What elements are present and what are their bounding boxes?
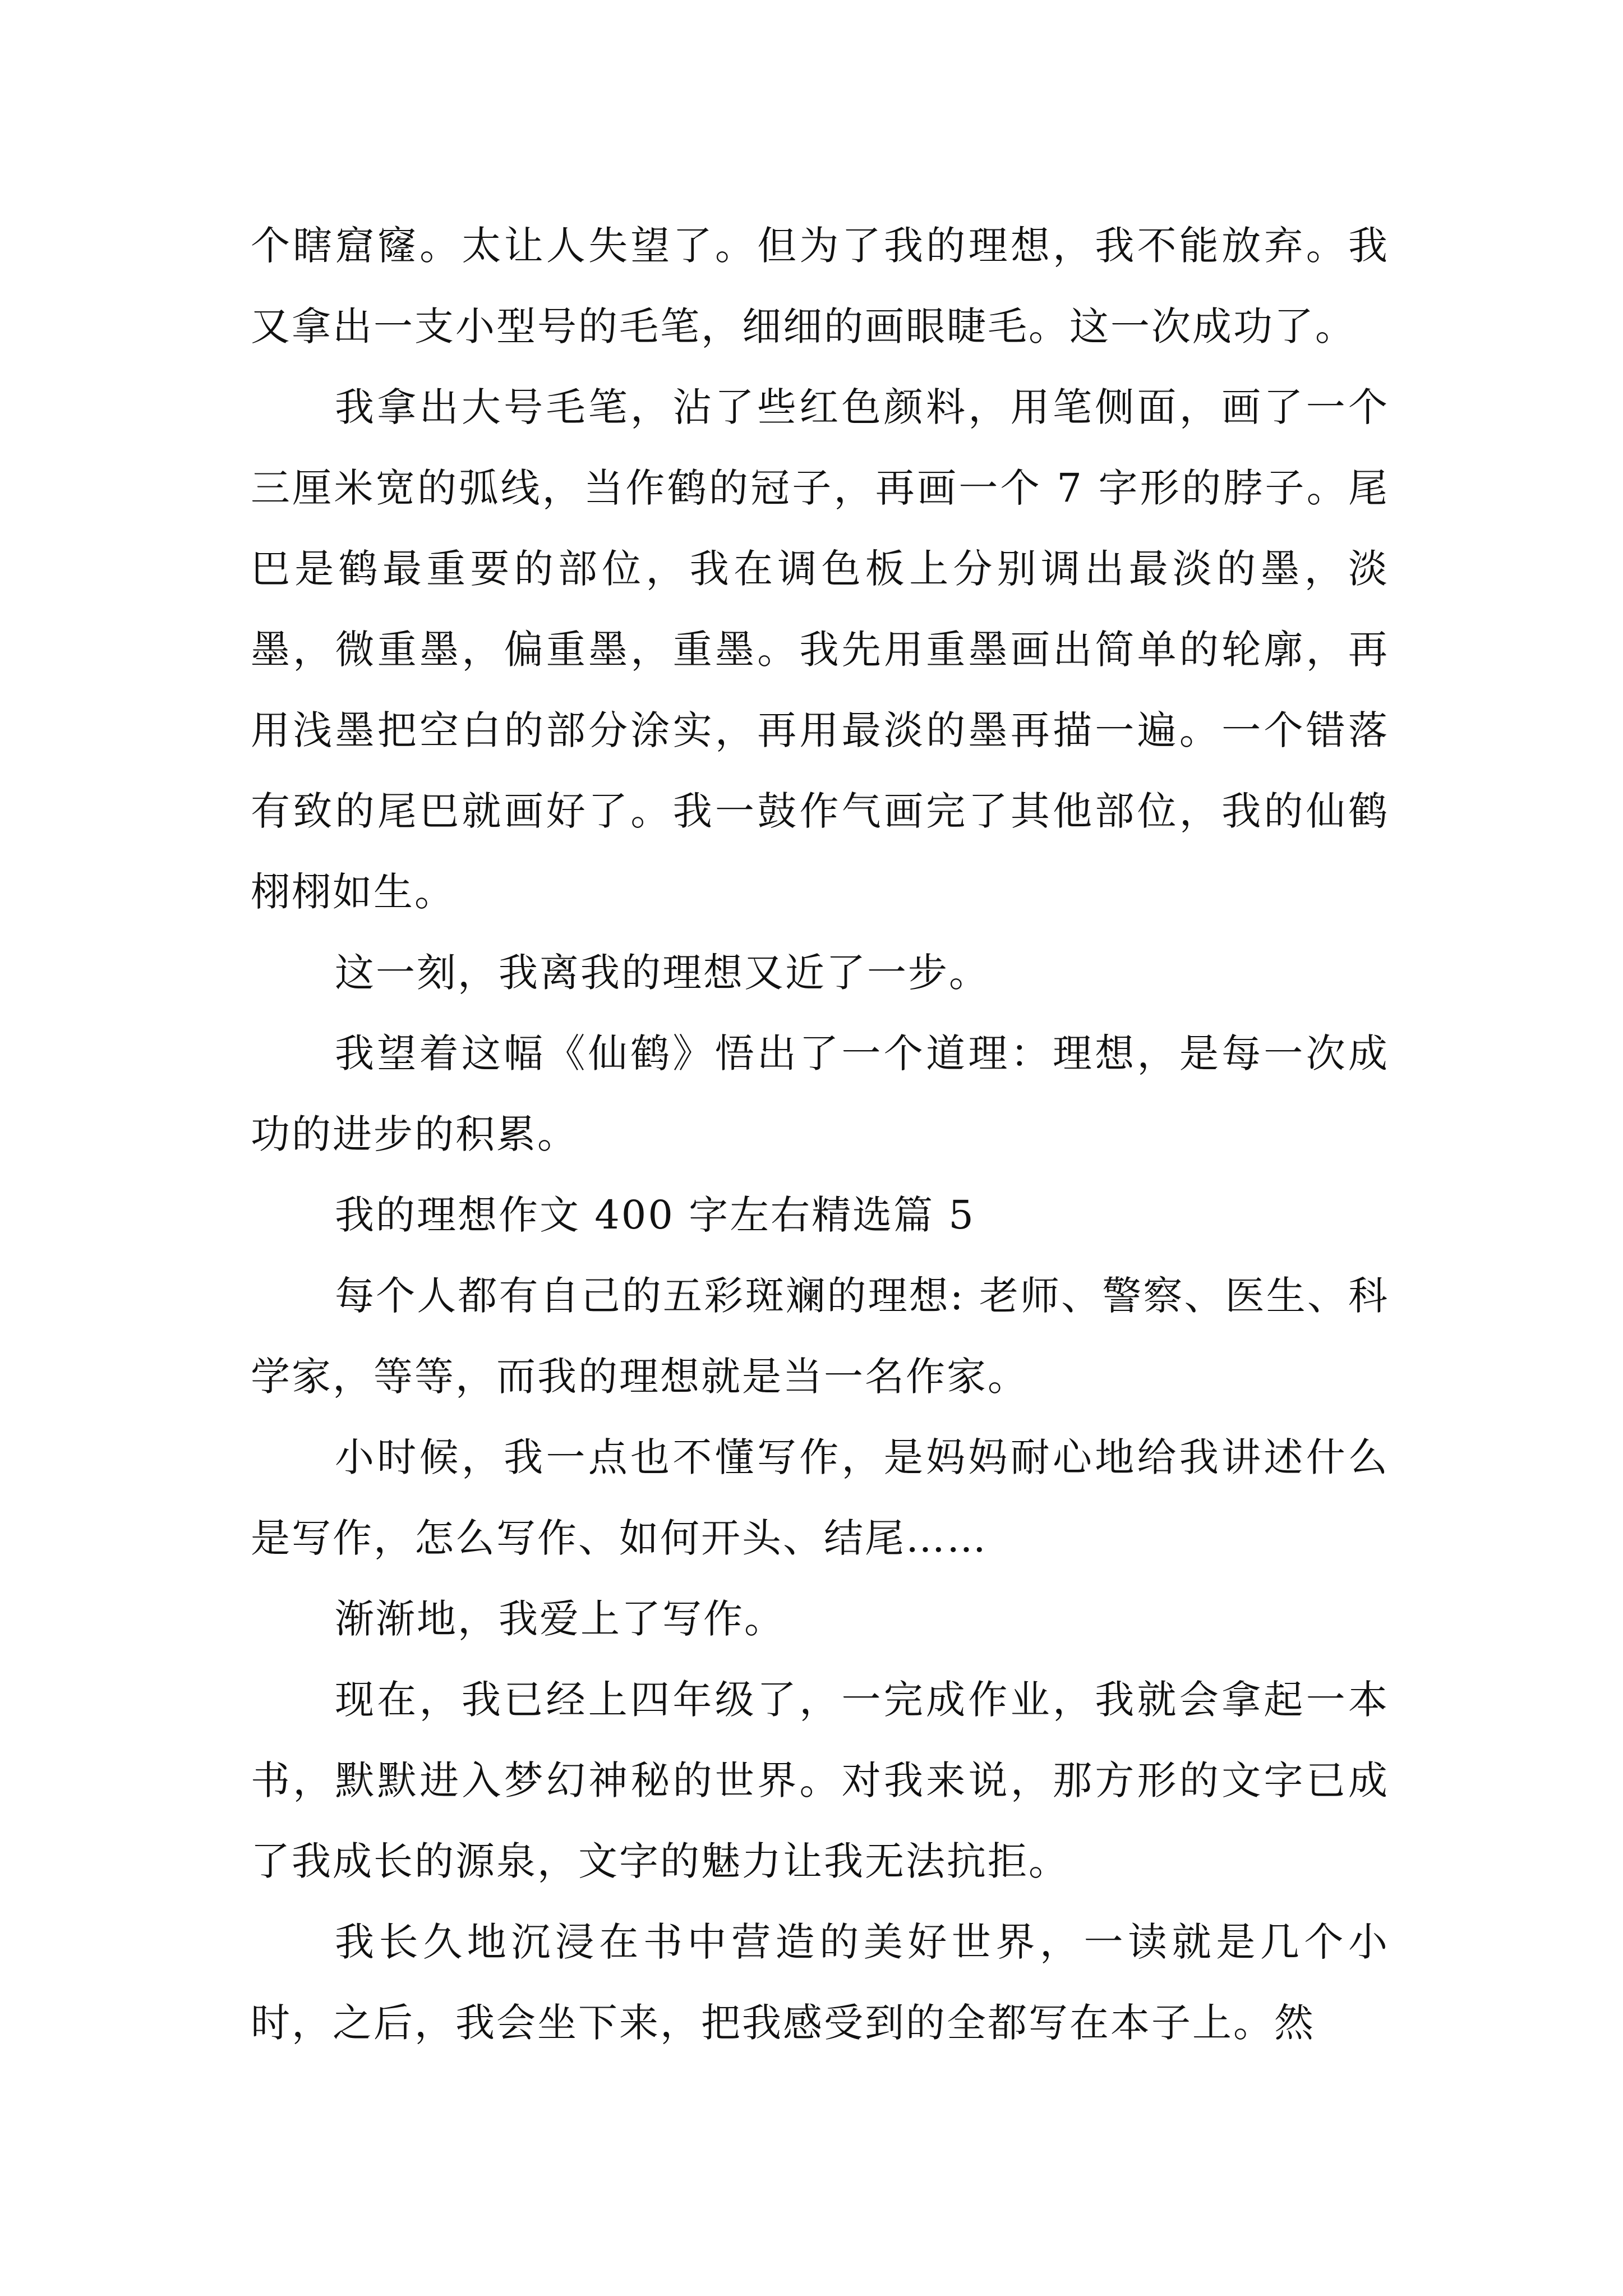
paragraph-10: 我长久地沉浸在书中营造的美好世界，一读就是几个小时，之后，我会坐下来，把我感受到的全都写在本子上。然 [251,1919,1389,2046]
paragraph-8: 渐渐地，我爱上了写作。 [335,1596,785,1642]
paragraph-7: 小时候，我一点也不懂写作，是妈妈耐心地给我讲述什么是写作，怎么写作、如何开头、结尾…… [251,1434,1389,1561]
document-body [251,205,1389,2063]
paragraph-2: 我拿出大号毛笔，沾了些红色颜料，用笔侧面，画了一个三厘米宽的弧线，当作鹤的冠子，再画一个 7 字形的脖子。尾巴是鹤最重要的部位，我在调色板上分别调出最淡的墨，淡墨，微重墨，偏重墨，重墨。我先用重墨画出简单的轮廓，再用浅墨把空白的部分涂实，再用最淡的墨再描一遍。一个错落有致的尾巴就画好了。我一鼓作气画完了其他部位，我的仙鹤栩栩如生。 [251,384,1389,915]
paragraph-6: 每个人都有自己的五彩斑斓的理想: 老师、警察、医生、科学家，等等，而我的理想就是当一名作家。 [251,1273,1389,1400]
paragraph-9: 现在，我已经上四年级了，一完成作业，我就会拿起一本书，默默进入梦幻神秘的世界。对我来说，那方形的文字已成了我成长的源泉，文字的魅力让我无法抗拒。 [251,1677,1389,1884]
paragraph-1: 个瞎窟窿。太让人失望了。但为了我的理想，我不能放弃。我又拿出一支小型号的毛笔，细细的画眼睫毛。这一次成功了。 [251,223,1389,349]
section-heading: 我的理想作文 400 字左右精选篇 5 [335,1192,975,1238]
paragraph-3: 这一刻，我离我的理想又近了一步。 [335,950,990,996]
paragraph-4: 我望着这幅《仙鹤》悟出了一个道理：理想，是每一次成功的进步的积累。 [251,1030,1389,1157]
